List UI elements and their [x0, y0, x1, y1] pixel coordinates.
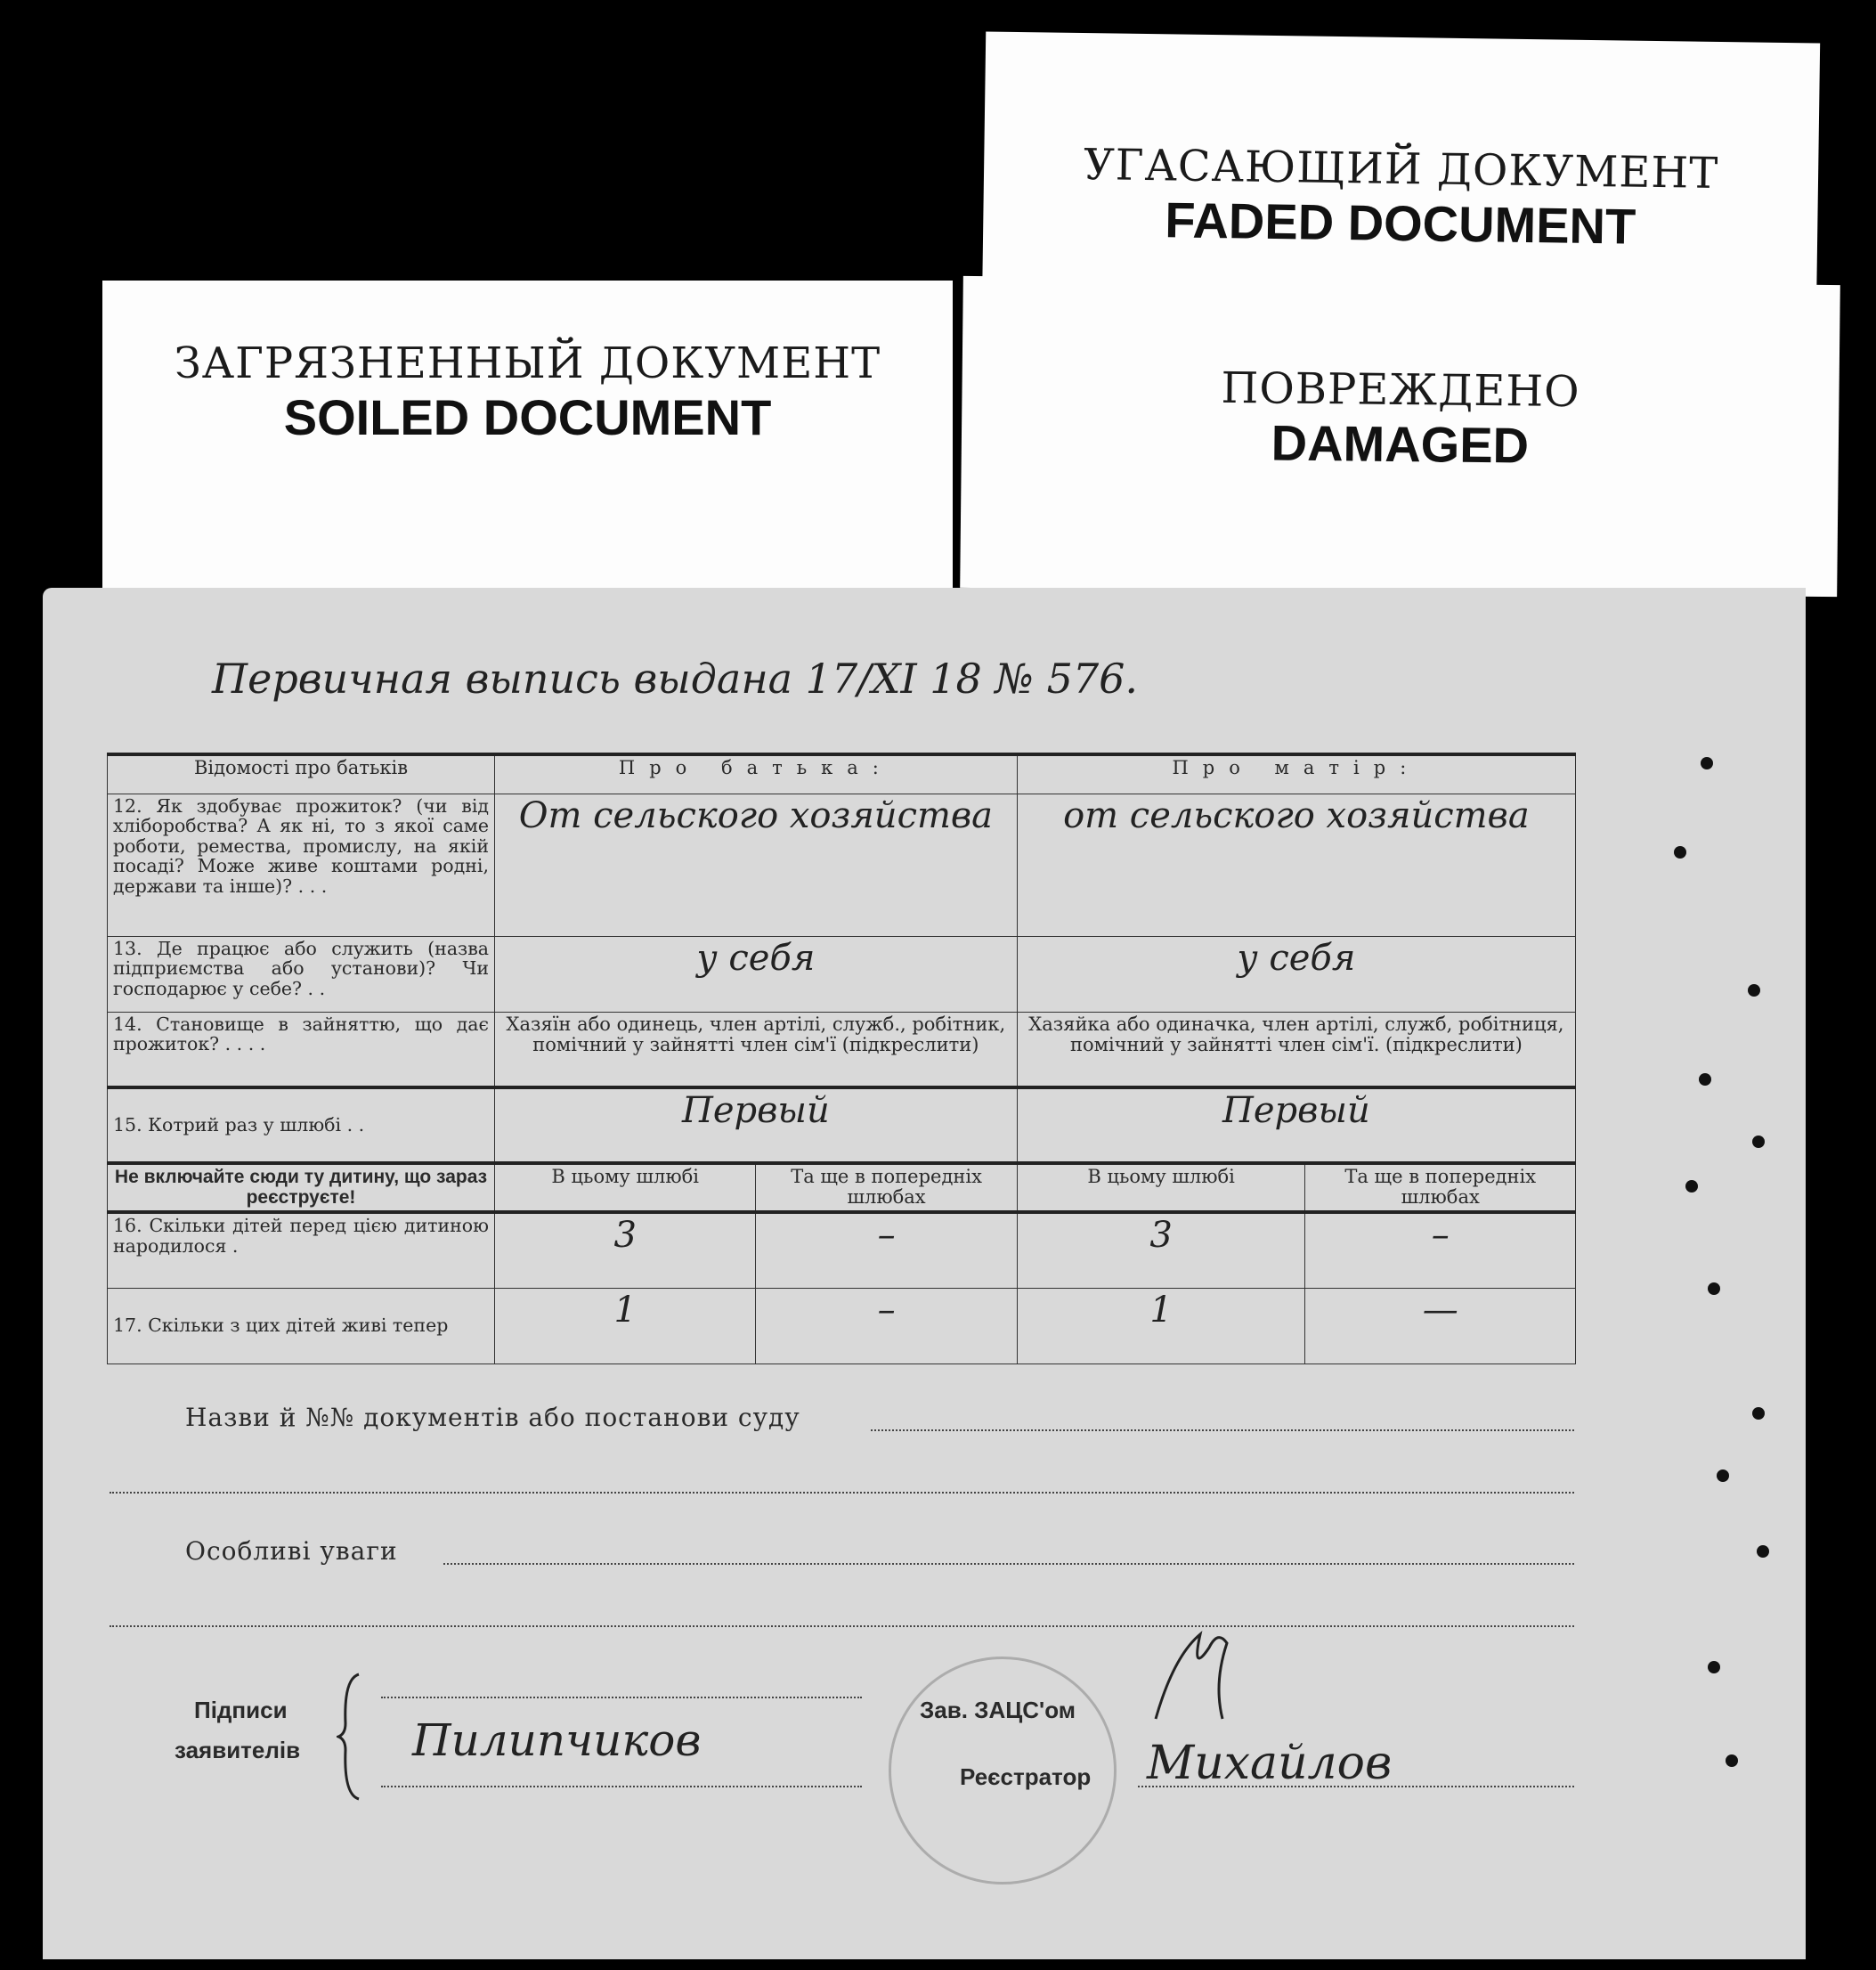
applicants-label-2: заявителів — [175, 1737, 301, 1763]
answer-12-father: От сельского хозяйства — [495, 794, 1018, 936]
registrar-signature: Михайлов — [1147, 1737, 1393, 1790]
answer-13-mother: у себя — [1017, 936, 1575, 1012]
applicant-signature: Пилипчиков — [412, 1714, 702, 1766]
answer-14-mother: Хазяйка або одиначка, член артілі, служб, робітниця, помічний у зайнятті член сім'ї. (підкреслити) — [1017, 1012, 1575, 1087]
question-12: 12. Як здобуває прожиток? (чи від хліборобства? А як ні, то з якої саме роботи, ремества, промислу, на якій посаді? Може живе коштами родні, держави та інше)? . . . — [108, 794, 495, 936]
header-parents-info: Відомості про батьків — [108, 754, 495, 794]
answer-15-mother: Первый — [1017, 1087, 1575, 1163]
punch-hole — [1726, 1754, 1738, 1767]
registrar-label: Реєстратор — [960, 1763, 1092, 1790]
answer-17-mother-prev: — — [1305, 1288, 1576, 1364]
registration-form-sheet — [43, 588, 1806, 1959]
header-mother: Про матір: — [1017, 754, 1575, 794]
punch-hole — [1701, 757, 1713, 769]
documents-label: Назви й №№ документів або постанови суду — [185, 1403, 800, 1432]
answer-15-father: Первый — [495, 1087, 1018, 1163]
header-father: Про батька: — [495, 754, 1018, 794]
question-13: 13. Де працює або служить (назва підприємства або установи)? Чи господарює у себе? . . — [108, 936, 495, 1012]
answer-14-father: Хазяїн або одинець, член артілі, служб., робітник, помічний у зайнятті член сім'ї (підкреслити) — [495, 1012, 1018, 1087]
punch-hole — [1752, 1407, 1765, 1420]
mother-col-this-marriage: В цьому шлюбі — [1017, 1163, 1305, 1212]
head-label: Зав. ЗАЦС'ом — [920, 1697, 1076, 1723]
signatures-bracket — [337, 1670, 363, 1803]
answer-16-mother-prev: – — [1305, 1212, 1576, 1288]
punch-hole — [1674, 846, 1686, 859]
question-14: 14. Становище в зайняттю, що дає прожиток? . . . . — [108, 1012, 495, 1087]
applicants-label-1: Підписи — [194, 1697, 288, 1723]
father-col-this-marriage: В цьому шлюбі — [495, 1163, 756, 1212]
punch-hole — [1717, 1469, 1729, 1482]
answer-13-father: у себя — [495, 936, 1018, 1012]
registrar-line — [1138, 1786, 1574, 1787]
answer-17-mother-this: 1 — [1017, 1288, 1305, 1364]
punch-hole — [1699, 1073, 1711, 1086]
parents-info-table — [107, 753, 1576, 1364]
faded-label-en: FADED DOCUMENT — [1164, 191, 1636, 255]
answer-16-mother-this: 3 — [1017, 1212, 1305, 1288]
punch-hole — [1748, 984, 1760, 997]
answer-12-mother: от сельского хозяйства — [1017, 794, 1575, 936]
handwritten-top-note: Первичная выпись выдана 17/XI 18 № 576. — [212, 655, 1138, 703]
head-signature-scribble — [1138, 1621, 1245, 1737]
faded-label-ru: УГАСАЮЩИЙ ДОКУМЕНТ — [1083, 140, 1719, 199]
punch-hole — [1685, 1180, 1698, 1193]
punch-hole — [1708, 1661, 1720, 1673]
soiled-label-en: SOILED DOCUMENT — [283, 389, 772, 445]
punch-hole — [1757, 1545, 1769, 1558]
punch-hole — [1752, 1136, 1765, 1148]
damaged-label-en: DAMAGED — [1271, 414, 1530, 474]
remarks-label: Особливі уваги — [185, 1536, 398, 1566]
children-note: Не включайте сюди ту дитину, що зараз реєструєте! — [108, 1163, 495, 1212]
question-16: 16. Скільки дітей перед цією дитиною народилося . — [108, 1212, 495, 1288]
punch-hole — [1708, 1282, 1720, 1295]
question-17: 17. Скільки з цих дітей живі тепер — [108, 1288, 495, 1364]
applicant-line-2 — [381, 1786, 862, 1787]
remarks-line-1 — [443, 1563, 1574, 1565]
answer-16-father-this: 3 — [495, 1212, 756, 1288]
remarks-line-2 — [110, 1625, 1574, 1627]
damaged-label-ru: ПОВРЕЖДЕНО — [1221, 362, 1580, 418]
answer-16-father-prev: – — [756, 1212, 1017, 1288]
answer-17-father-prev: – — [756, 1288, 1017, 1364]
applicant-line-1 — [381, 1697, 862, 1698]
answer-17-father-this: 1 — [495, 1288, 756, 1364]
damaged-document-label — [960, 276, 1840, 597]
father-col-prev-marriages: Та ще в попередніх шлюбах — [756, 1163, 1017, 1212]
soiled-label-ru: ЗАГРЯЗНЕННЫЙ ДОКУМЕНТ — [174, 338, 881, 388]
mother-col-prev-marriages: Та ще в попередніх шлюбах — [1305, 1163, 1576, 1212]
documents-line-2 — [110, 1492, 1574, 1494]
question-15: 15. Котрий раз у шлюбі . . — [108, 1087, 495, 1163]
documents-line-1 — [871, 1429, 1574, 1431]
soiled-document-label — [102, 281, 953, 592]
